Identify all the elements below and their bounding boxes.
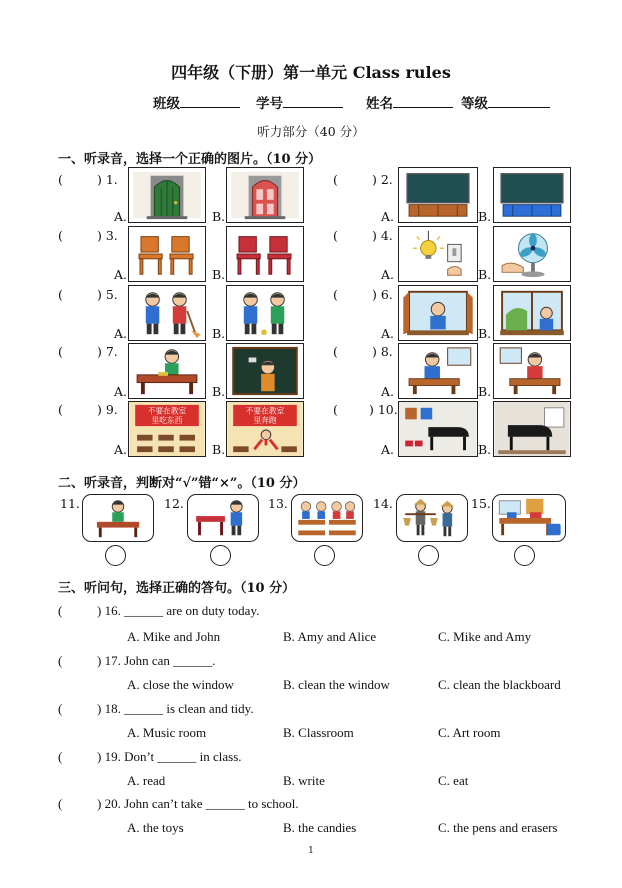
red-chairs-icon — [227, 227, 303, 281]
page-number: 1 — [308, 846, 314, 856]
q16-paren: ( — [58, 603, 63, 618]
q7-number: ) 7. — [97, 344, 118, 359]
farmers-carrying-icon — [397, 495, 467, 541]
light-bulb-switch-icon — [399, 227, 477, 281]
boy-cleaning-desk-icon — [83, 495, 153, 541]
q6-paren: ( — [333, 287, 338, 302]
q18-option-a[interactable]: A. Music room — [127, 725, 207, 740]
q9-number: ) 9. — [97, 402, 118, 417]
q3-label-b: B. — [212, 267, 226, 282]
q4-number: ) 4. — [372, 228, 393, 243]
q7-label-b: B. — [212, 384, 226, 399]
q10-label-a: A. — [381, 442, 395, 457]
q2-label-b: B. — [478, 209, 492, 224]
q3-option-b-image[interactable] — [226, 226, 304, 282]
q8-paren: ( — [333, 344, 338, 359]
green-door-icon — [129, 168, 205, 222]
q7-option-a-image[interactable] — [128, 343, 206, 399]
q4-label-b: B. — [478, 267, 492, 282]
q10-option-a-image[interactable] — [398, 401, 478, 457]
q2-option-b-image[interactable] — [493, 167, 571, 223]
q10-label-b: B. — [478, 442, 492, 457]
no-eating-sign-icon — [129, 402, 205, 456]
q9-option-a-image[interactable] — [128, 401, 206, 457]
grade-blank[interactable] — [488, 94, 550, 108]
q1-option-b-image[interactable] — [226, 167, 304, 223]
q2-label-a: A. — [381, 209, 395, 224]
q6-label-b: B. — [478, 326, 492, 341]
q18-option-b[interactable]: B. Classroom — [283, 725, 354, 740]
q1-label-a: A. — [114, 209, 128, 224]
section2-title: 二、听录音，判断对“√”错“×”。（10 分） — [58, 476, 306, 491]
q16-option-c[interactable]: C. Mike and Amy — [438, 629, 532, 644]
name-field — [366, 92, 453, 112]
q7-option-b-image[interactable] — [226, 343, 304, 399]
kids-picking-up-icon — [227, 286, 303, 340]
q19-option-b[interactable]: B. write — [283, 773, 325, 788]
red-door-icon — [227, 168, 303, 222]
q3-number: ) 3. — [97, 228, 118, 243]
q20-option-b[interactable]: B. the candies — [283, 820, 357, 835]
closed-window-icon — [494, 286, 570, 340]
boy-at-desk-icon — [399, 344, 477, 398]
q2-number: ) 2. — [372, 172, 393, 187]
kids-sweeping-icon — [129, 286, 205, 340]
q14-image — [396, 494, 468, 542]
q5-paren: ( — [58, 287, 63, 302]
section3-title: 三、听问句，选择正确的答句。（10 分） — [58, 581, 296, 596]
q5-number: ) 5. — [97, 287, 118, 302]
orange-chairs-icon — [129, 227, 205, 281]
q1-paren: ( — [58, 172, 63, 187]
q8-label-a: A. — [381, 384, 395, 399]
q1-option-a-image[interactable] — [128, 167, 206, 223]
q17-option-a[interactable]: A. close the window — [127, 677, 234, 692]
classroom-students-icon — [292, 495, 362, 541]
q19-question: ) 19. Don’t ______ in class. — [97, 749, 242, 764]
q2-paren: ( — [333, 172, 338, 187]
q17-option-c[interactable]: C. clean the blackboard — [438, 677, 561, 692]
q8-option-a-image[interactable] — [398, 343, 478, 399]
q5-label-b: B. — [212, 326, 226, 341]
name-label: 姓名 — [366, 96, 393, 112]
q4-label-a: A. — [381, 267, 395, 282]
section1-title: 一、听录音，选择一个正确的图片。（10 分） — [58, 152, 322, 167]
open-window-icon — [399, 286, 477, 340]
q19-paren: ( — [58, 749, 63, 764]
q10-option-b-image[interactable] — [493, 401, 571, 457]
q20-option-a[interactable]: A. the toys — [127, 820, 184, 835]
class-label: 班级 — [153, 96, 180, 112]
q17-paren: ( — [58, 653, 63, 668]
blackboard-blue-desk-icon — [494, 168, 570, 222]
id-label: 学号 — [256, 96, 283, 112]
q20-paren: ( — [58, 796, 63, 811]
q20-option-c[interactable]: C. the pens and erasers — [438, 820, 558, 835]
sign-a-line1: 不要在教室 — [147, 406, 187, 416]
q9-label-a: A. — [114, 442, 128, 457]
q6-number: ) 6. — [372, 287, 393, 302]
q10-number: ) 10. — [369, 402, 398, 417]
q15-image — [492, 494, 566, 542]
music-room-icon — [399, 402, 477, 456]
cleaning-desk-icon — [129, 344, 205, 398]
q12-number: 12. — [164, 496, 184, 511]
grade-label: 等级 — [461, 96, 488, 112]
q18-question: ) 18. ______ is clean and tidy. — [97, 701, 254, 716]
q20-question: ) 20. John can’t take ______ to school. — [97, 796, 299, 811]
sign-a-line2: 里吃东西 — [151, 416, 183, 426]
q4-option-a-image[interactable] — [398, 226, 478, 282]
q19-option-c[interactable]: C. eat — [438, 773, 469, 788]
q17-question: ) 17. John can ______. — [97, 653, 216, 668]
q15-number: 15. — [471, 496, 491, 511]
q5-label-a: A. — [114, 326, 128, 341]
sign-b-line1: 不要在教室 — [245, 406, 285, 416]
q6-label-a: A. — [381, 326, 395, 341]
q5-option-b-image[interactable] — [226, 285, 304, 341]
q15-answer-circle[interactable] — [514, 545, 535, 566]
q9-label-b: B. — [212, 442, 226, 457]
no-running-sign-icon — [227, 402, 303, 456]
q3-label-a: A. — [114, 267, 128, 282]
q17-option-b[interactable]: B. clean the window — [283, 677, 390, 692]
listening-section-title: 听力部分（40 分） — [257, 124, 365, 139]
q12-answer-circle[interactable] — [210, 545, 231, 566]
page-title: 四年级（下册）第一单元 Class rules — [171, 63, 451, 82]
sign-b-line2: 里奔跑 — [253, 416, 277, 426]
q11-number: 11. — [60, 496, 80, 511]
q8-number: ) 8. — [372, 344, 393, 359]
q14-answer-circle[interactable] — [418, 545, 439, 566]
id-blank[interactable] — [283, 94, 343, 108]
cleaning-blackboard-icon — [227, 344, 303, 398]
q11-image — [82, 494, 154, 542]
q13-answer-circle[interactable] — [314, 545, 335, 566]
q16-option-b[interactable]: B. Amy and Alice — [283, 629, 377, 644]
name-blank[interactable] — [393, 94, 453, 108]
q7-label-a: A. — [114, 384, 128, 399]
q12-image — [187, 494, 259, 542]
q6-option-b-image[interactable] — [493, 285, 571, 341]
q13-image — [291, 494, 363, 542]
q19-option-a[interactable]: A. read — [127, 773, 166, 788]
q3-option-a-image[interactable] — [128, 226, 206, 282]
fan-icon — [494, 227, 570, 281]
q5-option-a-image[interactable] — [128, 285, 206, 341]
q14-number: 14. — [373, 496, 393, 511]
q2-option-a-image[interactable] — [398, 167, 478, 223]
q9-paren: ( — [58, 402, 63, 417]
q7-paren: ( — [58, 344, 63, 359]
q16-option-a[interactable]: A. Mike and John — [127, 629, 221, 644]
q1-number: ) 1. — [97, 172, 118, 187]
boy-moving-desk-icon — [188, 495, 258, 541]
q1-label-b: B. — [212, 209, 226, 224]
id-field — [256, 92, 343, 112]
q18-option-c[interactable]: C. Art room — [438, 725, 501, 740]
q4-option-b-image[interactable] — [493, 226, 571, 282]
q11-answer-circle[interactable] — [105, 545, 126, 566]
blackboard-wooden-desk-icon — [399, 168, 477, 222]
class-field — [153, 92, 240, 112]
q3-paren: ( — [58, 228, 63, 243]
messy-desk-icon — [493, 495, 565, 541]
q8-option-b-image[interactable] — [493, 343, 571, 399]
q6-option-a-image[interactable] — [398, 285, 478, 341]
grade-field — [461, 92, 550, 112]
q8-label-b: B. — [478, 384, 492, 399]
q16-question: ) 16. ______ are on duty today. — [97, 603, 260, 618]
class-blank[interactable] — [180, 94, 240, 108]
q4-paren: ( — [333, 228, 338, 243]
q18-paren: ( — [58, 701, 63, 716]
q10-paren: ( — [333, 402, 338, 417]
q13-number: 13. — [268, 496, 288, 511]
q9-option-b-image[interactable] — [226, 401, 304, 457]
boy-at-desk-alt-icon — [494, 344, 570, 398]
piano-room-icon — [494, 402, 570, 456]
